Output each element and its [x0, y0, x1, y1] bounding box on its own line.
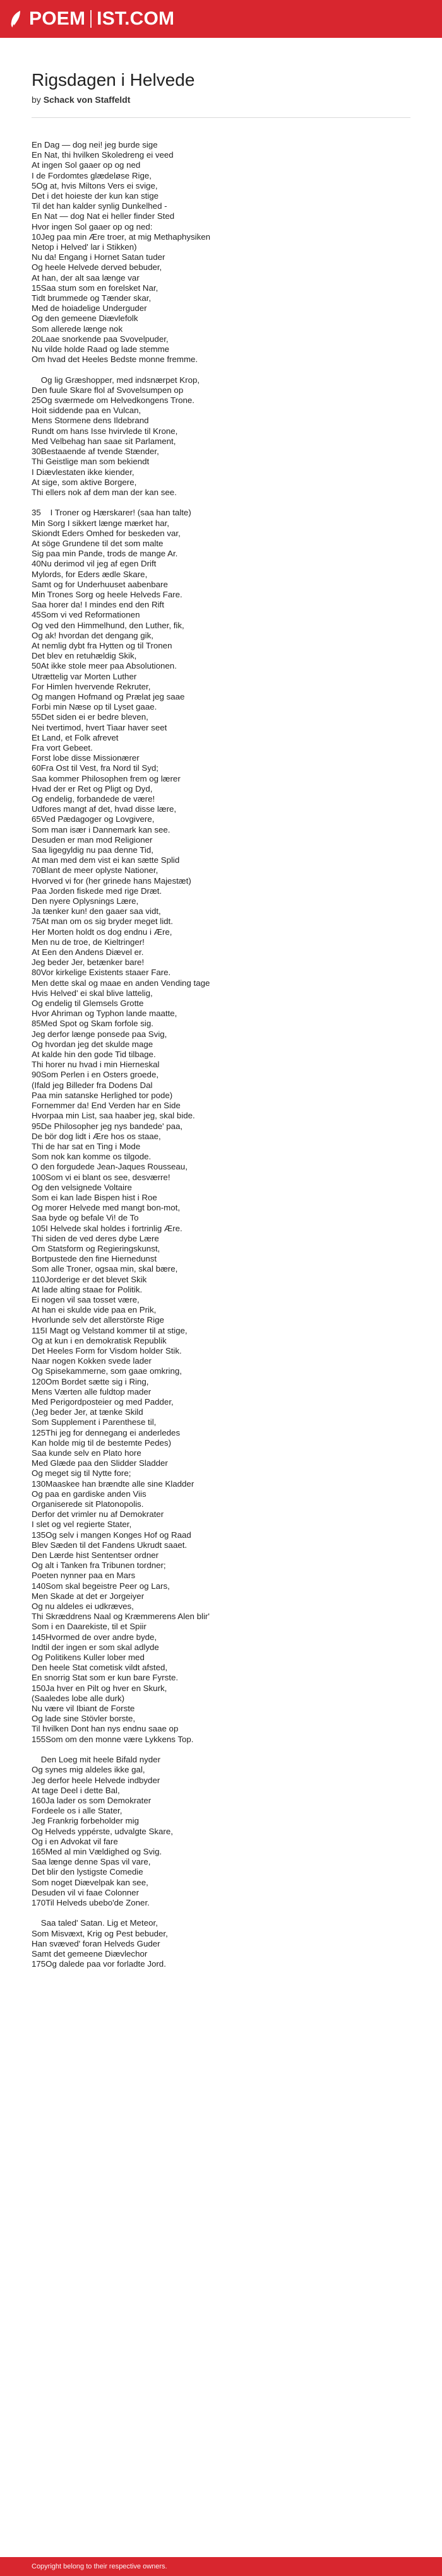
poem-body: [32, 140, 410, 1969]
poem-title: Rigsdagen i Helvede: [32, 70, 195, 90]
byline-prefix: by: [32, 94, 41, 105]
logo-separator: [90, 10, 92, 28]
poem-author[interactable]: Schack von Staffeldt: [43, 94, 131, 105]
logo-text-left: POEM: [29, 8, 86, 29]
logo-text-right: IST.COM: [97, 8, 175, 29]
copyright-text: Copyright belong to their respective owners.: [32, 2563, 167, 2570]
feather-icon: [8, 9, 24, 28]
title-divider: [32, 117, 410, 118]
site-logo[interactable]: [8, 9, 174, 28]
site-footer: [0, 2557, 442, 2576]
poem-byline: [32, 95, 410, 105]
poem-header: [32, 69, 410, 118]
site-header: [0, 0, 442, 38]
poem-text: En Dag — dog nei! jeg burde sige En Nat, thi hvilken Skoledreng ei veed At ingen Sol gaaer op og ned I de Fordomtes glædeløse Rige, 5Og at, hvis Miltons Vers ei svige, Det i det hoieste der kun kan stige Til det han kalder synlig Dunkelhed - En Nat — dog Nat ei heller finder Sted Hvor ingen Sol gaaer op og ned: 10Jeg paa min Ære troer, at mig Methaphysiken Netop i Helved' lar i Stikken) Nu da! Engang i Hornet Satan tuder Og heele Helvede derved bebuder, At han, der alt saa længe var 15Saa stum som en forelsket Nar, Tidt brummede og Tænder skar, Med de hoiadelige Underguder Og den gemeene Diævlefolk Som allerede længe nok 20Laae snorkende paa Svovelpuder, Nu vilde holde Raad og lade stemme Om hvad det Heeles Bedste monne fremme. Og lig Græshopper, med indsnærpet Krop, Den fuule Skare flol af Svovelsumpen op 25Og sværmede om Helvedkongens Trone. Hoit siddende paa en Vulcan, Mens Stormene dens Ildebrand Rundt om hans Isse hvirvlede til Krone, Med Velbehag han saae sit Parlament, 30Bestaaende af tvende Stænder, Thi Geistlige man som bekiendt I Diævlestaten ikke kiender, At sige, som aktive Borgere, Thi ellers nok af dem man der kan see. 35 I Troner og Hærskarer! (saa han talte) Min Sorg I sikkert længe mærket har, Skiondt Eders Omhed for beskeden var, At söge Grundene til det som malte Sig paa min Pande, trods de mange Ar. 40Nu derimod vil jeg af egen Drift Mylords, for Eders ædle Skare, Samt og for Underhuuset aabenbare Min Trones Sorg og heele Helveds Fare. Saa horer da! I mindes end den Rift 45Som vi ved Reformationen Og ved den Himmelhund, den Luther, fik, Og ak! hvordan det dengang gik, At nemlig dybt fra Hytten og til Tronen Det blev en retuhældig Skik, 50At ikke stole meer paa Absolutionen. Utrættelig var Morten Luther For Himlen hvervende Rekruter, Og mangen Hofmand og Prælat jeg saae Forbi min Næse op til Lyset gaae. 55Det siden ei er bedre bleven, Nei tvertimod, hvert Tiaar haver seet Et Land, et Folk afrevet Fra vort Gebeet. Forst lobe disse Missionærer 60Fra Ost til Vest, fra Nord til Syd; Saa kommer Philosophen frem og lærer Hvad der er Ret og Pligt og Dyd, Og endelig, forbandede de være! Udfores mangt af det, hvad disse lære, 65Ved Pædagoger og Lovgivere, Som man især i Dannemark kan see. Desuden er man mod Religioner Saa ligegyldig nu paa denne Tid, At man med dem vist ei kan sætte Splid 70Blant de meer oplyste Nationer, Hvorved vi for (her grinede hans Majestæt) Paa Jorden fiskede med rige Dræt. Den nyere Oplysnings Lære, Ja tænker kun! den gaaer saa vidt, 75At man om os sig bryder meget lidt. Her Morten holdt os dog endnu i Ære, Men nu de troe, de Kieltringer! At Een den Andens Diævel er. Jeg beder Jer, betænker bare! 80Vor kirkelige Existents staaer Fare. Men dette skal og maae en anden Vending tage Hvis Helved' ei skal blive lattelig, Og endelig til Glemsels Grotte Hvor Ahriman og Typhon lande maatte, 85Med Spot og Skam forfole sig. Jeg derfor længe ponsede paa Svig, Og hvordan jeg det skulde mage At kalde hin den gode Tid tilbage. Thi horer nu hvad i min Hierneskal 90Som Perlen i en Osters groede, (Ifald jeg Billeder fra Dodens Dal Paa min satanske Herlighed tor pode) Fornemmer da! End Verden har en Side Hvorpaa min List, saa haaber jeg, skal bide. 95De Philosopher jeg nys bandede' paa, De bör dog lidt i Ære hos os staae, Thi de har sat en Ting i Mode Som nok kan komme os tilgode. O den forgudede Jean-Jaques Rousseau, 100Som vi ei blant os see, desværre! Og den velsignede Voltaire Som ei kan lade Bispen hist i Roe Og morer Helvede med mangt bon-mot, Saa byde og befale Vi! de To 105I Helvede skal holdes i fortrinlig Ære. Thi siden de ved deres dybe Lære Om Statsform og Regieringskunst, Bortpustede den fine Hiernedunst Som alle Troner, ogsaa min, skal bære, 110Jorderige er det blevet Skik At lade alting staae for Politik. Ei nogen vil saa tosset være, At han ei skulde vide paa en Prik, Hvorlunde selv det allerstörste Rige 115I Magt og Velstand kommer til at stige, Og at kun i en demokratisk Republik Det Heeles Form for Visdom holder Stik. Naar nogen Kokken svede lader Og Spisekammerne, som gaae omkring, 120Om Bordet sætte sig i Ring, Mens Værten alle fuldtop mader Med Perigordposteier og med Padder, (Jeg beder Jer, at tænke Skild Som Supplement i Parenthese til, 125Thi jeg for dennegang ei anderledes Kan holde mig til de bestemte Pedes) Saa kunde selv en Plato hore Med Glæde paa den Slidder Sladder Og meget sig til Nytte fore; 130Maaskee han brændte alle sine Kladder Og paa en gardiske anden Viis Organiserede sit Platonopolis. Derfor det vrimler nu af Demokrater I slet og vel regierte Stater, 135Og selv i mangen Konges Hof og Raad Blev Sæden til det Fandens Ukrudt saaet. Den Lærde hist Sententser ordner Og alt i Tanken fra Tribunen tordner; Poeten nynner paa en Mars 140Som skal begeistre Peer og Lars, Men Skade at det er Jorgeiyer Og nu aldeles ei udkræves, Thi Skræddrens Naal og Kræmmerens Alen blir' Som i en Daarekiste, til et Spiir 145Hvormed de over andre byde, Indtil der ingen er som skal adlyde Og Politikens Kuller lober med Den heele Stat cometisk vildt afsted, En snorrig Stat som er kun bare Fyrste. 150Ja hver en Pilt og hver en Skurk, (Saaledes lobe alle durk) Nu være vil Ibiant de Forste Og lade sine Stövler borste, Til hvilken Dont han nys endnu saae op 155Som om den monne være Lykkens Top. Den Loeg mit heele Bifald nyder Og synes mig aldeles ikke gal, Jeg derfor heele Helvede indbyder At tage Deel i dette Bal, 160Ja lader os som Demokrater Fordeele os i alle Stater, Jeg Frankrig forbeholder mig Og Helveds yppérste, udvalgte Skare, Og i en Advokat vil fare 165Med al min Vældighed og Svig. Saa længe denne Spas vil vare, Det blir den lystigste Comedie Som noget Diævelpak kan see, Desuden vil vi faae Colonner 170Til Helveds ubebo'de Zoner. Saa taled' Satan. Lig et Meteor, Som Misvæxt, Krig og Pest bebuder, Han svæved' foran Helveds Guder Samt det gemeene Diævlechor 175Og dalede paa vor forladte Jord.: [32, 140, 211, 1969]
